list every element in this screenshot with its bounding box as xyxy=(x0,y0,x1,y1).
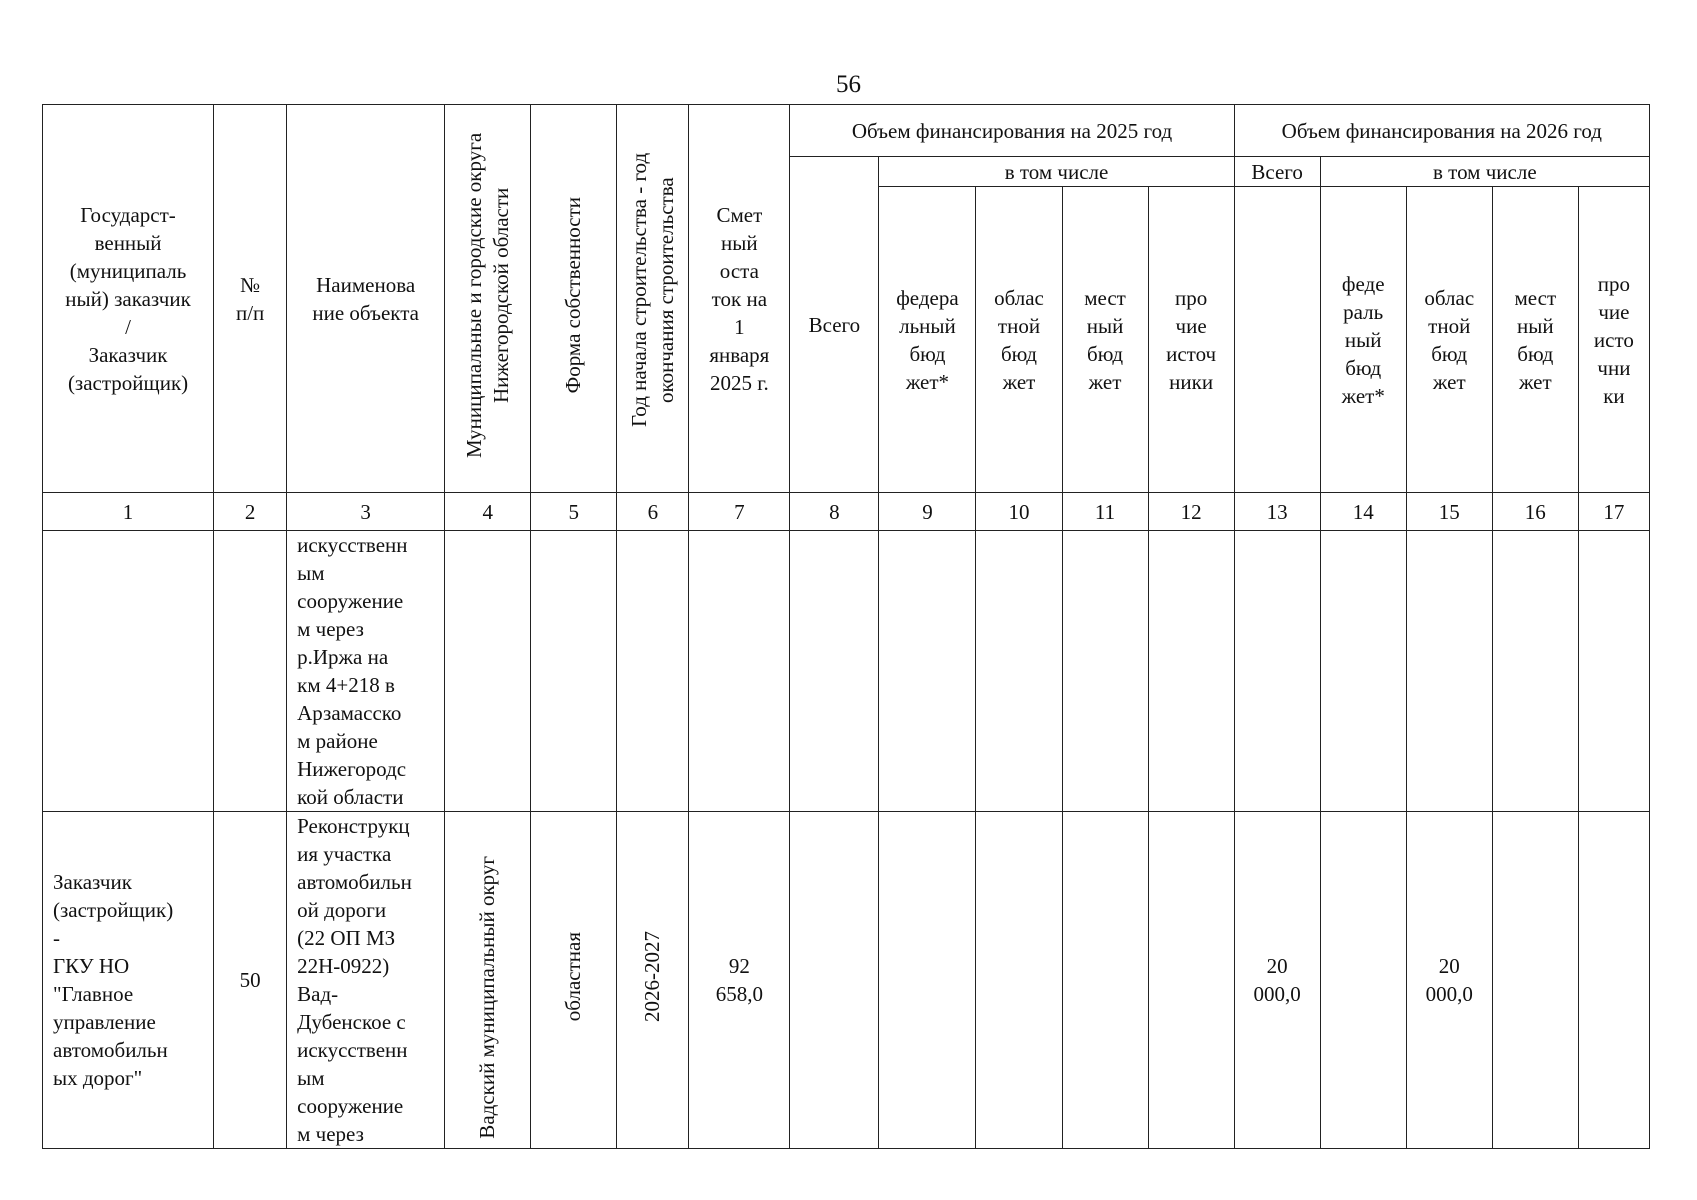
cell-regional-2025 xyxy=(976,531,1062,812)
header-number: № п/п xyxy=(214,105,287,493)
column-number: 10 xyxy=(976,493,1062,531)
header-other-2025: про чие источ ники xyxy=(1148,187,1234,493)
cell-municipality xyxy=(445,531,531,812)
cell-other-2026 xyxy=(1578,812,1649,1149)
cell-ownership xyxy=(531,531,617,812)
cell-local-2026 xyxy=(1492,531,1578,812)
cell-total-2025 xyxy=(790,812,879,1149)
cell-years xyxy=(617,531,689,812)
column-number: 11 xyxy=(1062,493,1148,531)
cell-other-2025 xyxy=(1148,812,1234,1149)
header-estimated-balance: Смет ный оста ток на 1 января 2025 г. xyxy=(689,105,790,493)
cell-total-2026: 20 000,0 xyxy=(1234,812,1320,1149)
header-federal-2025: федера льный бюд жет* xyxy=(879,187,976,493)
header-empty-2026 xyxy=(1234,187,1320,493)
cell-regional-2025 xyxy=(976,812,1062,1149)
column-number: 5 xyxy=(531,493,617,531)
table-row xyxy=(43,812,1650,1149)
page-number: 56 xyxy=(836,71,861,98)
cell-other-2026 xyxy=(1578,531,1649,812)
column-number: 13 xyxy=(1234,493,1320,531)
column-number: 7 xyxy=(689,493,790,531)
header-total-2025: Всего xyxy=(790,157,879,493)
cell-customer xyxy=(43,531,214,812)
cell-object-name: искусственн ым сооружение м через р.Иржа на км 4+218 в Арзамасско м районе Нижегородс кой области xyxy=(287,531,445,812)
cell-federal-2025 xyxy=(879,812,976,1149)
header-regional-2025: облас тной бюд жет xyxy=(976,187,1062,493)
header-other-2026: про чие исто чни ки xyxy=(1578,187,1649,493)
column-number: 12 xyxy=(1148,493,1234,531)
column-number: 8 xyxy=(790,493,879,531)
construction-financing-table xyxy=(42,104,1650,1149)
cell-object-name: Реконструкц ия участка автомобильн ой дороги (22 ОП МЗ 22Н-0922) Вад- Дубенское с искусственн ым сооружение м через xyxy=(287,812,445,1149)
table-row xyxy=(43,531,1650,812)
header-financing-2025: Объем финансирования на 2025 год xyxy=(790,105,1234,157)
column-number: 4 xyxy=(445,493,531,531)
column-number: 3 xyxy=(287,493,445,531)
header-financing-2026: Объем финансирования на 2026 год xyxy=(1234,105,1649,157)
cell-local-2025 xyxy=(1062,531,1148,812)
header-including-2026: в том числе xyxy=(1320,157,1649,187)
cell-municipality: Вадский муниципальный округ xyxy=(445,812,531,1149)
cell-total-2026 xyxy=(1234,531,1320,812)
column-number-row xyxy=(43,493,1650,531)
cell-ownership: областная xyxy=(531,812,617,1149)
cell-local-2026 xyxy=(1492,812,1578,1149)
header-local-2025: мест ный бюд жет xyxy=(1062,187,1148,493)
cell-federal-2025 xyxy=(879,531,976,812)
cell-number xyxy=(214,531,287,812)
header-ownership: Форма собственности xyxy=(531,105,617,493)
cell-number: 50 xyxy=(214,812,287,1149)
cell-federal-2026 xyxy=(1320,531,1406,812)
column-number: 14 xyxy=(1320,493,1406,531)
cell-years: 2026-2027 xyxy=(617,812,689,1149)
header-total-2026: Всего xyxy=(1234,157,1320,187)
column-number: 9 xyxy=(879,493,976,531)
cell-other-2025 xyxy=(1148,531,1234,812)
cell-local-2025 xyxy=(1062,812,1148,1149)
header-including-2025: в том числе xyxy=(879,157,1234,187)
cell-balance: 92 658,0 xyxy=(689,812,790,1149)
column-number: 1 xyxy=(43,493,214,531)
column-number: 17 xyxy=(1578,493,1649,531)
cell-customer: Заказчик (застройщик) - ГКУ НО "Главное управление автомобильн ых дорог" xyxy=(43,812,214,1149)
header-local-2026: мест ный бюд жет xyxy=(1492,187,1578,493)
header-municipalities: Муниципальные и городские округа Нижегородской области xyxy=(445,105,531,493)
header-customer: Государст- венный (муниципаль ный) заказчик / Заказчик (застройщик) xyxy=(43,105,214,493)
cell-federal-2026 xyxy=(1320,812,1406,1149)
cell-balance xyxy=(689,531,790,812)
column-number: 15 xyxy=(1406,493,1492,531)
cell-regional-2026 xyxy=(1406,531,1492,812)
header-object-name: Наименова ние объекта xyxy=(287,105,445,493)
header-federal-2026: феде раль ный бюд жет* xyxy=(1320,187,1406,493)
header-years: Год начала строительства - год окончания строительства xyxy=(617,105,689,493)
column-number: 16 xyxy=(1492,493,1578,531)
column-number: 2 xyxy=(214,493,287,531)
column-number: 6 xyxy=(617,493,689,531)
cell-regional-2026: 20 000,0 xyxy=(1406,812,1492,1149)
header-regional-2026: облас тной бюд жет xyxy=(1406,187,1492,493)
cell-total-2025 xyxy=(790,531,879,812)
